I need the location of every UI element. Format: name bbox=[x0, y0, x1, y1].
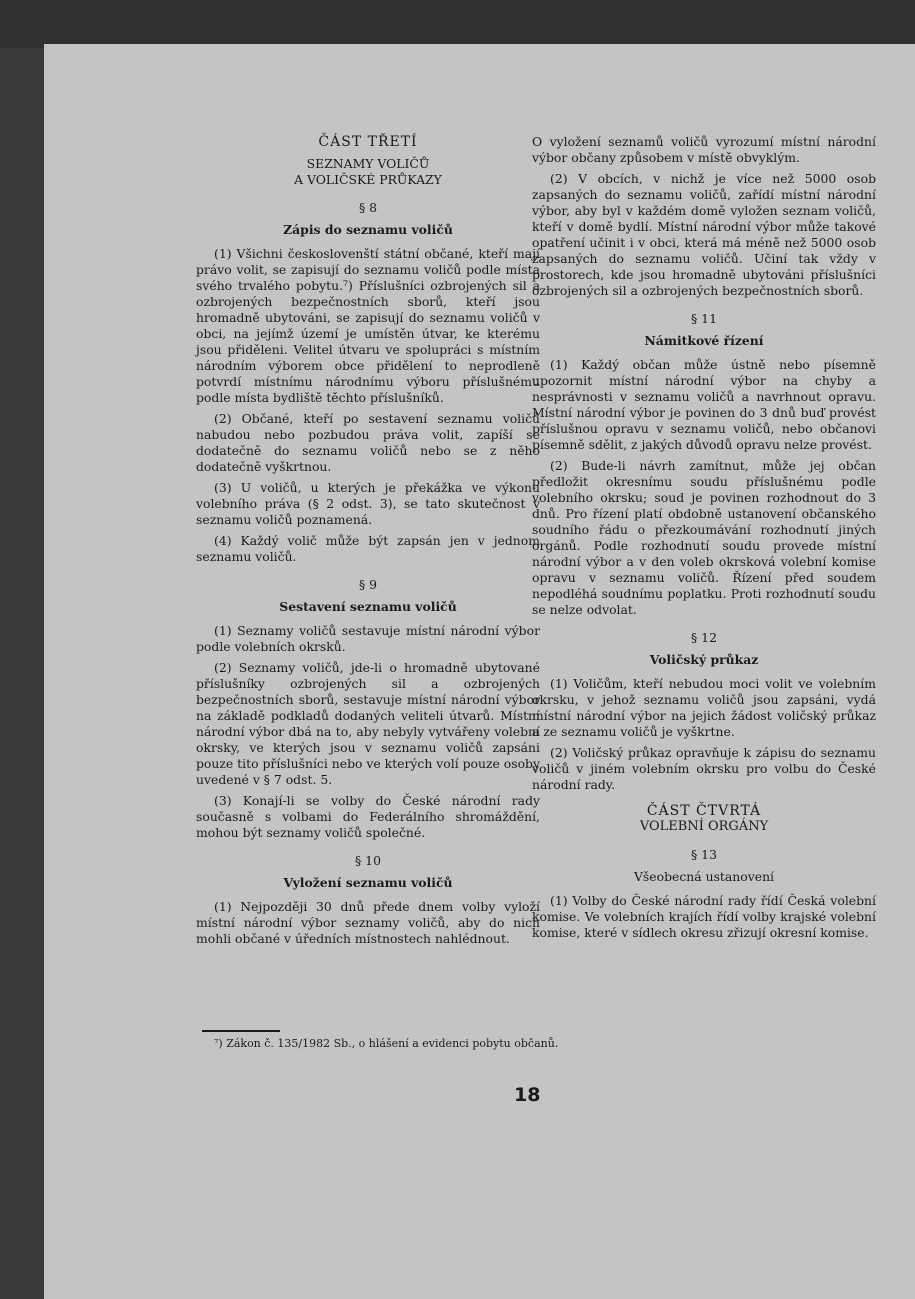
section-number: § 10 bbox=[355, 853, 381, 868]
paragraph: (2) V obcích, v nichž je více než 5000 osob zapsaných do seznamu voličů, zařídí místní národní výbor, aby byl v každém domě vyložen seznam voličů, kteří v domě bydlí. Místní národní výbor může takové opatření učinit i v obci, která má méně než 5000 osob zapsaných do seznamu voličů. Učiní tak vždy v prostorech, kde jsou hromadně ubytováni příslušníci ozbrojených sil a ozbrojených bezpečnostních sborů. bbox=[532, 171, 876, 298]
section-title: Sestavení seznamu voličů bbox=[279, 599, 457, 614]
section-number: § 8 bbox=[358, 200, 378, 215]
part-heading: ČÁST TŘETÍ bbox=[318, 134, 418, 150]
section-title: Voličský průkaz bbox=[649, 652, 759, 667]
part-subheading: A VOLIČSKÉ PRŮKAZY bbox=[294, 172, 442, 187]
paragraph: (1) Voličům, kteří nebudou moci volit ve volebním okrsku, v jehož seznamu voličů jsou zapsáni, vydá místní národní výbor na jejich žádost voličský průkaz a ze seznamu voličů je vyškrtne. bbox=[532, 676, 876, 739]
right-column bbox=[532, 134, 876, 946]
section-number: § 9 bbox=[358, 577, 378, 592]
paragraph: O vyložení seznamů voličů vyrozumí místní národní výbor občany způsobem v místě obvyklým. bbox=[532, 134, 876, 165]
scan-background bbox=[0, 0, 915, 48]
section-number: § 13 bbox=[691, 847, 717, 862]
paragraph: (1) Nejpozději 30 dnů přede dnem volby vyloží místní národní výbor seznamy voličů, aby do nich mohli občané v úředních místnostech nahlédnout. bbox=[196, 899, 540, 946]
paragraph: (2) Bude-li návrh zamítnut, může jej občan předložit okresnímu soudu příslušnému podle volebního okrsku; soud je povinen rozhodnout do 3 dnů. Pro řízení platí obdobně ustanovení občanského soudního řádu o přezkoumávání rozhodnutí jiných orgánů. Podle rozhodnutí soudu provede místní národní výbor a v den voleb okrsková volební komise opravu v seznamu voličů. Řízení před soudem nepodléhá soudnímu poplatku. Proti rozhodnutí soudu se nelze odvolat. bbox=[532, 458, 876, 617]
paragraph: (1) Každý občan může ústně nebo písemně upozornit místní národní výbor na chyby a nesprávnosti v seznamu voličů a navrhnout opravu. Místní národní výbor je povinen do 3 dnů buď provést příslušnou opravu v seznamu voličů, nebo občanovi písemně sdělit, z jakých důvodů opravu nelze provést. bbox=[532, 357, 876, 452]
section-number: § 11 bbox=[691, 311, 717, 326]
paragraph: (3) U voličů, u kterých je překážka ve výkonu volebního práva (§ 2 odst. 3), se tato skutečnost v seznamu voličů poznamená. bbox=[196, 480, 540, 527]
paragraph: (1) Všichni českoslovenští státní občané, kteří mají právo volit, se zapisují do seznamu voličů podle místa svého trvalého pobytu.⁷) Příslušníci ozbrojených sil a ozbrojených bezpečnostních sborů, kteří jsou hromadně ubytováni, se zapisují do seznamu voličů v obci, na jejímž území je umístěn útvar, ke kterému jsou přiděleni. Velitel útvaru ve spolupráci s místním národním výborem obce přidělení to neprodleně potvrdí místnímu národnímu výboru příslušnému podle místa bydliště těchto příslušníků. bbox=[196, 246, 540, 405]
part-heading: ČÁST ČTVRTÁ bbox=[646, 803, 762, 819]
part-subheading: SEZNAMY VOLIČŮ bbox=[306, 156, 430, 171]
document-page bbox=[44, 44, 915, 1299]
left-column bbox=[196, 134, 540, 952]
section-title: Námitkové řízení bbox=[644, 333, 764, 348]
paragraph: (1) Seznamy voličů sestavuje místní národní výbor podle volebních okrsků. bbox=[196, 623, 540, 654]
section-title: Zápis do seznamu voličů bbox=[283, 222, 453, 237]
footnote-divider bbox=[202, 1030, 280, 1032]
footnote: ⁷) Zákon č. 135/1982 Sb., o hlášení a evidenci pobytu občanů. bbox=[214, 1037, 559, 1050]
paragraph: (2) Seznamy voličů, jde-li o hromadně ubytované příslušníky ozbrojených sil a ozbrojených bezpečnostních sborů, sestavuje místní národní výbor na základě podkladů dodaných veliteli útvarů. Místní národní výbor dbá na to, aby nebyly vytvářeny volební okrsky, ve kterých jsou v seznamu voličů zapsáni pouze tito příslušníci nebo ve kterých volí pouze osoby uvedené v § 7 odst. 5. bbox=[196, 660, 540, 787]
paragraph: (2) Občané, kteří po sestavení seznamu voličů nabudou nebo pozbudou práva volit, zapíší se dodatečně do seznamu voličů nebo se z něho dodatečně vyškrtnou. bbox=[196, 411, 540, 474]
section-title: Všeobecná ustanovení bbox=[633, 869, 775, 884]
paragraph: (4) Každý volič může být zapsán jen v jednom seznamu voličů. bbox=[196, 533, 540, 564]
section-title: Vyložení seznamu voličů bbox=[283, 875, 453, 890]
paragraph: (2) Voličský průkaz opravňuje k zápisu do seznamu voličů v jiném volebním okrsku pro volbu do České národní rady. bbox=[532, 745, 876, 792]
part-subheading: VOLEBNÍ ORGÁNY bbox=[639, 819, 769, 834]
page-number: 18 bbox=[514, 1084, 541, 1106]
paragraph: (1) Volby do České národní rady řídí Česká volební komise. Ve volebních krajích řídí volby krajské volební komise, které v sídlech okresu zřizují okresní komise. bbox=[532, 893, 876, 940]
section-number: § 12 bbox=[691, 630, 717, 645]
paragraph: (3) Konají-li se volby do České národní rady současně s volbami do Federálního shromáždění, mohou být seznamy voličů společné. bbox=[196, 793, 540, 840]
